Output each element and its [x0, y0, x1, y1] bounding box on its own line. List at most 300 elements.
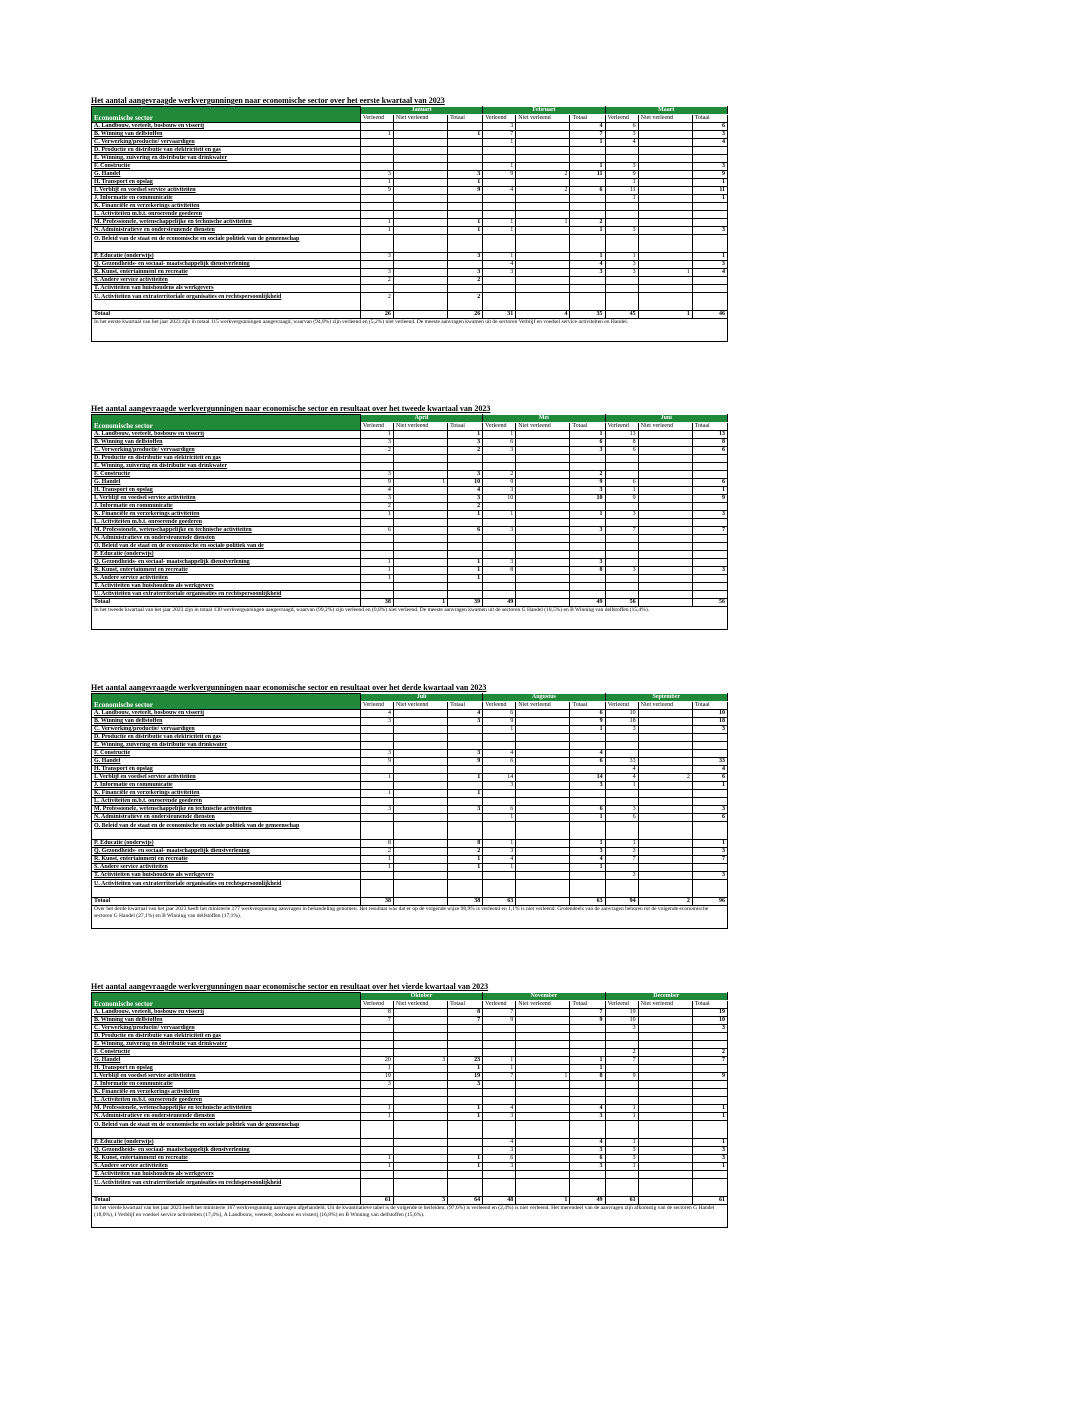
permits-table	[91, 693, 728, 929]
table-row	[92, 187, 728, 195]
value-cell	[483, 583, 516, 591]
total-cell	[393, 898, 447, 906]
sub-header: Niet verleend	[638, 115, 692, 123]
value-cell	[638, 1113, 692, 1121]
value-cell	[516, 1105, 570, 1113]
table-row	[92, 1089, 728, 1097]
value-cell: 2	[605, 1049, 638, 1057]
value-cell	[360, 822, 393, 840]
value-cell	[360, 1041, 393, 1049]
value-cell: 3	[448, 1081, 483, 1089]
value-cell	[516, 203, 570, 211]
value-cell	[448, 1041, 483, 1049]
table-row	[92, 710, 728, 718]
value-cell: 4	[483, 856, 516, 864]
value-cell: 3	[605, 806, 638, 814]
value-cell	[448, 235, 483, 253]
value-cell: 6	[605, 479, 638, 487]
value-cell	[638, 479, 692, 487]
table-row	[92, 734, 728, 742]
value-cell	[570, 463, 605, 471]
value-cell: 9	[692, 495, 727, 503]
sector-cell: I. Verblijf en voedsel service activiteiten	[92, 495, 361, 503]
value-cell	[360, 814, 393, 822]
value-cell: 4	[570, 261, 605, 269]
month-header: September	[605, 694, 727, 702]
value-cell: 1	[483, 139, 516, 147]
value-cell: 6	[570, 187, 605, 195]
value-cell	[393, 277, 447, 285]
value-cell	[692, 1089, 727, 1097]
value-cell: 4	[605, 139, 638, 147]
table-row	[92, 269, 728, 277]
value-cell: 1	[360, 567, 393, 575]
value-cell	[360, 726, 393, 734]
value-cell	[393, 567, 447, 575]
total-cell: 64	[448, 1197, 483, 1205]
value-cell: 4	[360, 487, 393, 495]
value-cell	[638, 840, 692, 848]
value-cell: 6	[360, 527, 393, 535]
value-cell	[360, 734, 393, 742]
value-cell	[448, 147, 483, 155]
value-cell	[393, 1105, 447, 1113]
sub-header: Totaal	[570, 1001, 605, 1009]
table-row	[92, 726, 728, 734]
value-cell: 1	[516, 219, 570, 227]
sector-cell: E. Winning, zuivering en distributie van drinkwater	[92, 155, 361, 163]
value-cell	[638, 203, 692, 211]
value-cell: 3	[448, 750, 483, 758]
value-cell	[393, 431, 447, 439]
value-cell	[393, 1113, 447, 1121]
total-label: Totaal	[92, 311, 361, 319]
value-cell: 3	[448, 269, 483, 277]
table-row	[92, 447, 728, 455]
sector-cell: L. Activiteiten m.b.t. onroerende goederen	[92, 798, 361, 806]
value-cell: 3	[570, 848, 605, 856]
value-cell: 3	[448, 253, 483, 261]
value-cell	[516, 1009, 570, 1017]
value-cell	[448, 726, 483, 734]
table-row	[92, 872, 728, 880]
sector-cell: T. Activiteiten van huishoudens als werkgevers	[92, 1171, 361, 1179]
value-cell: 1	[448, 131, 483, 139]
table-row	[92, 718, 728, 726]
value-cell	[692, 1179, 727, 1197]
value-cell	[483, 519, 516, 527]
value-cell: 3	[692, 806, 727, 814]
total-cell: 38	[360, 898, 393, 906]
value-cell	[516, 1049, 570, 1057]
value-cell	[483, 1171, 516, 1179]
value-cell	[393, 171, 447, 179]
sub-header: Totaal	[570, 702, 605, 710]
value-cell: 1	[605, 1139, 638, 1147]
value-cell	[448, 463, 483, 471]
value-cell: 1	[360, 1105, 393, 1113]
value-cell	[638, 856, 692, 864]
value-cell	[605, 543, 638, 551]
value-cell	[393, 519, 447, 527]
value-cell	[516, 1065, 570, 1073]
value-cell: 10	[605, 1017, 638, 1025]
quarter-1	[91, 96, 728, 342]
value-cell	[393, 814, 447, 822]
value-cell	[570, 1171, 605, 1179]
value-cell	[516, 179, 570, 187]
value-cell: 3	[692, 872, 727, 880]
value-cell	[638, 583, 692, 591]
table-row	[92, 790, 728, 798]
value-cell	[692, 1033, 727, 1041]
total-row	[92, 311, 728, 319]
value-cell	[638, 535, 692, 543]
sector-cell: H. Transport en opslag	[92, 766, 361, 774]
value-cell	[393, 187, 447, 195]
value-cell	[483, 455, 516, 463]
value-cell	[516, 840, 570, 848]
sub-header: Totaal	[570, 423, 605, 431]
value-cell: 4	[692, 766, 727, 774]
value-cell	[692, 591, 727, 599]
value-cell	[393, 551, 447, 559]
value-cell	[393, 1073, 447, 1081]
value-cell	[483, 293, 516, 311]
value-cell	[393, 1155, 447, 1163]
value-cell	[692, 790, 727, 798]
value-cell: 4	[692, 269, 727, 277]
value-cell	[516, 806, 570, 814]
sector-cell: D. Productie en distributie van elektriciteit en gas	[92, 1033, 361, 1041]
value-cell: 1	[570, 1065, 605, 1073]
value-cell: 1	[605, 1105, 638, 1113]
value-cell	[483, 1121, 516, 1139]
sub-header: Verleend	[360, 115, 393, 123]
sector-cell: C. Verwerking/productie/ vervaardigen	[92, 726, 361, 734]
value-cell: 9	[360, 479, 393, 487]
value-cell	[692, 503, 727, 511]
value-cell	[448, 872, 483, 880]
value-cell	[393, 575, 447, 583]
value-cell: 9	[570, 479, 605, 487]
value-cell: 1	[448, 575, 483, 583]
value-cell: 1	[483, 1057, 516, 1065]
total-cell: 94	[605, 898, 638, 906]
sub-header: Totaal	[692, 423, 727, 431]
table-row	[92, 766, 728, 774]
value-cell	[448, 583, 483, 591]
total-cell: 61	[605, 1197, 638, 1205]
table-row	[92, 1139, 728, 1147]
table-row	[92, 1049, 728, 1057]
value-cell	[483, 742, 516, 750]
value-cell	[570, 211, 605, 219]
value-cell	[638, 439, 692, 447]
table-row	[92, 455, 728, 463]
value-cell	[516, 814, 570, 822]
value-cell	[360, 1089, 393, 1097]
value-cell	[605, 734, 638, 742]
value-cell	[605, 1041, 638, 1049]
value-cell: 1	[448, 559, 483, 567]
value-cell	[605, 1121, 638, 1139]
value-cell: 1	[483, 726, 516, 734]
value-cell	[638, 163, 692, 171]
value-cell	[393, 1179, 447, 1197]
value-cell: 8	[448, 840, 483, 848]
value-cell	[483, 1089, 516, 1097]
value-cell	[516, 431, 570, 439]
value-cell	[516, 543, 570, 551]
value-cell	[638, 187, 692, 195]
value-cell	[638, 1025, 692, 1033]
value-cell: 1	[692, 1139, 727, 1147]
table-row	[92, 856, 728, 864]
value-cell	[448, 1147, 483, 1155]
value-cell	[393, 543, 447, 551]
sector-cell: O. Beleid van de staat en de economische en sociale politiek van de gemeenschap	[92, 235, 361, 253]
value-cell	[570, 519, 605, 527]
value-cell	[638, 782, 692, 790]
total-label: Totaal	[92, 599, 361, 607]
value-cell: 6	[605, 123, 638, 131]
value-cell: 1	[360, 575, 393, 583]
sector-cell: Q. Gezondheids- en sociaal- maatschappelijk dienstverlening	[92, 1147, 361, 1155]
value-cell: 3	[360, 471, 393, 479]
value-cell	[483, 575, 516, 583]
value-cell: 2	[448, 503, 483, 511]
sector-cell: A. Landbouw, veeteelt, bosbouw en visserij	[92, 123, 361, 131]
value-cell	[448, 139, 483, 147]
value-cell	[692, 155, 727, 163]
value-cell	[448, 591, 483, 599]
value-cell: 3	[605, 848, 638, 856]
value-cell: 7	[605, 1057, 638, 1065]
table-row	[92, 1073, 728, 1081]
value-cell	[692, 519, 727, 527]
table-row	[92, 1155, 728, 1163]
value-cell: 9	[483, 479, 516, 487]
value-cell	[570, 872, 605, 880]
value-cell: 2	[448, 277, 483, 285]
value-cell	[638, 1089, 692, 1097]
value-cell: 7	[570, 131, 605, 139]
sector-cell: I. Verblijf en voedsel service activiteiten	[92, 1073, 361, 1081]
value-cell	[605, 463, 638, 471]
value-cell: 3	[483, 1147, 516, 1155]
value-cell	[448, 1121, 483, 1139]
value-cell: 3	[448, 718, 483, 726]
value-cell: 7	[570, 1009, 605, 1017]
value-cell	[692, 864, 727, 872]
table-row	[92, 1097, 728, 1105]
value-cell	[692, 535, 727, 543]
value-cell	[638, 1105, 692, 1113]
value-cell	[638, 872, 692, 880]
month-header: December	[605, 993, 727, 1001]
value-cell: 4	[692, 139, 727, 147]
value-cell	[360, 195, 393, 203]
table-row	[92, 261, 728, 269]
value-cell	[393, 261, 447, 269]
value-cell	[448, 742, 483, 750]
sector-cell: J. Informatie en communicatie	[92, 1081, 361, 1089]
month-header: Januari	[360, 107, 482, 115]
sector-cell: R. Kunst, entertainment en recreatie	[92, 269, 361, 277]
value-cell	[516, 527, 570, 535]
value-cell: 3	[448, 495, 483, 503]
quarter-note: In het vierde kwartaal van het jaar 2023 heeft het ministerie 167 werkvergunning aanvragen afgehandeld. Uit de kwantitatieve tabel is de volgende te herleiden: (97,6%) is verleend en (2,4%) is niet verleend. Het merendeel van de aanvragen zijn afkomstig van de sectoren G Handel (18,0%), I Verblijf en voedsel service activiteiten (17,4%), A Landbouw, veeteelt, bosbouw en visserij (16,8%) en B Winning van delfstoffen (15,6%).	[92, 1205, 728, 1228]
value-cell	[516, 798, 570, 806]
value-cell	[393, 782, 447, 790]
value-cell: 1	[605, 1163, 638, 1171]
month-header-row	[92, 107, 728, 115]
value-cell	[483, 195, 516, 203]
value-cell	[393, 293, 447, 311]
table-row	[92, 203, 728, 211]
value-cell	[638, 235, 692, 253]
value-cell	[638, 1097, 692, 1105]
sub-header: Totaal	[448, 1001, 483, 1009]
value-cell	[516, 447, 570, 455]
value-cell	[516, 567, 570, 575]
sector-cell: B. Winning van delfstoffen	[92, 439, 361, 447]
value-cell	[516, 293, 570, 311]
table-row	[92, 782, 728, 790]
value-cell	[483, 155, 516, 163]
value-cell	[516, 856, 570, 864]
value-cell	[516, 479, 570, 487]
sub-header: Verleend	[605, 115, 638, 123]
value-cell: 3	[360, 439, 393, 447]
value-cell	[638, 519, 692, 527]
value-cell: 4	[605, 766, 638, 774]
table-row	[92, 471, 728, 479]
value-cell: 1	[570, 840, 605, 848]
value-cell: 6	[692, 814, 727, 822]
table-row	[92, 219, 728, 227]
value-cell: 9	[570, 718, 605, 726]
value-cell	[360, 1033, 393, 1041]
value-cell	[605, 155, 638, 163]
value-cell	[393, 1041, 447, 1049]
value-cell: 1	[360, 511, 393, 519]
sector-cell: D. Productie en distributie van elektriciteit en gas	[92, 147, 361, 155]
value-cell	[360, 1179, 393, 1197]
value-cell: 3	[570, 269, 605, 277]
total-cell: 38	[360, 599, 393, 607]
value-cell	[516, 750, 570, 758]
table-row	[92, 155, 728, 163]
value-cell	[516, 463, 570, 471]
value-cell: 1	[570, 253, 605, 261]
value-cell	[448, 123, 483, 131]
value-cell	[393, 734, 447, 742]
table-row	[92, 211, 728, 219]
value-cell	[516, 455, 570, 463]
table-row	[92, 798, 728, 806]
table-row	[92, 479, 728, 487]
value-cell: 6	[570, 1155, 605, 1163]
sector-cell: H. Transport en opslag	[92, 179, 361, 187]
value-cell	[360, 535, 393, 543]
value-cell	[483, 1179, 516, 1197]
value-cell	[692, 219, 727, 227]
value-cell	[516, 139, 570, 147]
value-cell	[692, 293, 727, 311]
note-row	[92, 906, 728, 929]
value-cell	[638, 1049, 692, 1057]
value-cell	[516, 782, 570, 790]
value-cell: 7	[483, 131, 516, 139]
value-cell	[483, 147, 516, 155]
value-cell: 1	[483, 219, 516, 227]
sub-header: Verleend	[483, 1001, 516, 1009]
value-cell	[448, 163, 483, 171]
value-cell	[638, 1147, 692, 1155]
sector-cell: D. Productie en distributie van elektriciteit en gas	[92, 734, 361, 742]
value-cell	[605, 1033, 638, 1041]
value-cell	[516, 277, 570, 285]
sector-cell: U. Activiteiten van extraterritoriale organisaties en rechtspersoonlijkheid	[92, 293, 361, 311]
value-cell	[638, 1155, 692, 1163]
value-cell: 1	[448, 567, 483, 575]
value-cell	[570, 1033, 605, 1041]
value-cell: 6	[692, 447, 727, 455]
value-cell	[393, 235, 447, 253]
value-cell: 6	[605, 447, 638, 455]
value-cell	[393, 1089, 447, 1097]
value-cell: 1	[448, 219, 483, 227]
value-cell: 1	[605, 195, 638, 203]
value-cell: 3	[483, 269, 516, 277]
value-cell: 11	[570, 171, 605, 179]
permits-table	[91, 992, 728, 1228]
sector-cell: P. Educatie (onderwijs)	[92, 551, 361, 559]
total-cell	[638, 1197, 692, 1205]
value-cell	[570, 766, 605, 774]
value-cell: 3	[448, 439, 483, 447]
value-cell	[516, 575, 570, 583]
value-cell	[638, 1033, 692, 1041]
value-cell	[448, 1025, 483, 1033]
value-cell	[638, 447, 692, 455]
sector-cell: A. Landbouw, veeteelt, bosbouw en visserij	[92, 1009, 361, 1017]
value-cell	[605, 1171, 638, 1179]
value-cell	[570, 575, 605, 583]
sub-header: Totaal	[448, 115, 483, 123]
total-cell: 49	[570, 1197, 605, 1205]
value-cell	[448, 211, 483, 219]
value-cell: 3	[360, 806, 393, 814]
sector-cell: B. Winning van delfstoffen	[92, 718, 361, 726]
total-cell: 38	[448, 898, 483, 906]
value-cell	[638, 864, 692, 872]
sector-cell: G. Handel	[92, 171, 361, 179]
value-cell: 4	[570, 123, 605, 131]
table-row	[92, 123, 728, 131]
value-cell	[393, 455, 447, 463]
value-cell: 9	[360, 758, 393, 766]
value-cell: 19	[360, 1073, 393, 1081]
value-cell	[570, 179, 605, 187]
sector-cell: N. Administratieve en ondersteunende diensten	[92, 535, 361, 543]
sector-cell: A. Landbouw, veeteelt, bosbouw en visserij	[92, 431, 361, 439]
table-row	[92, 139, 728, 147]
value-cell	[605, 535, 638, 543]
value-cell	[692, 277, 727, 285]
